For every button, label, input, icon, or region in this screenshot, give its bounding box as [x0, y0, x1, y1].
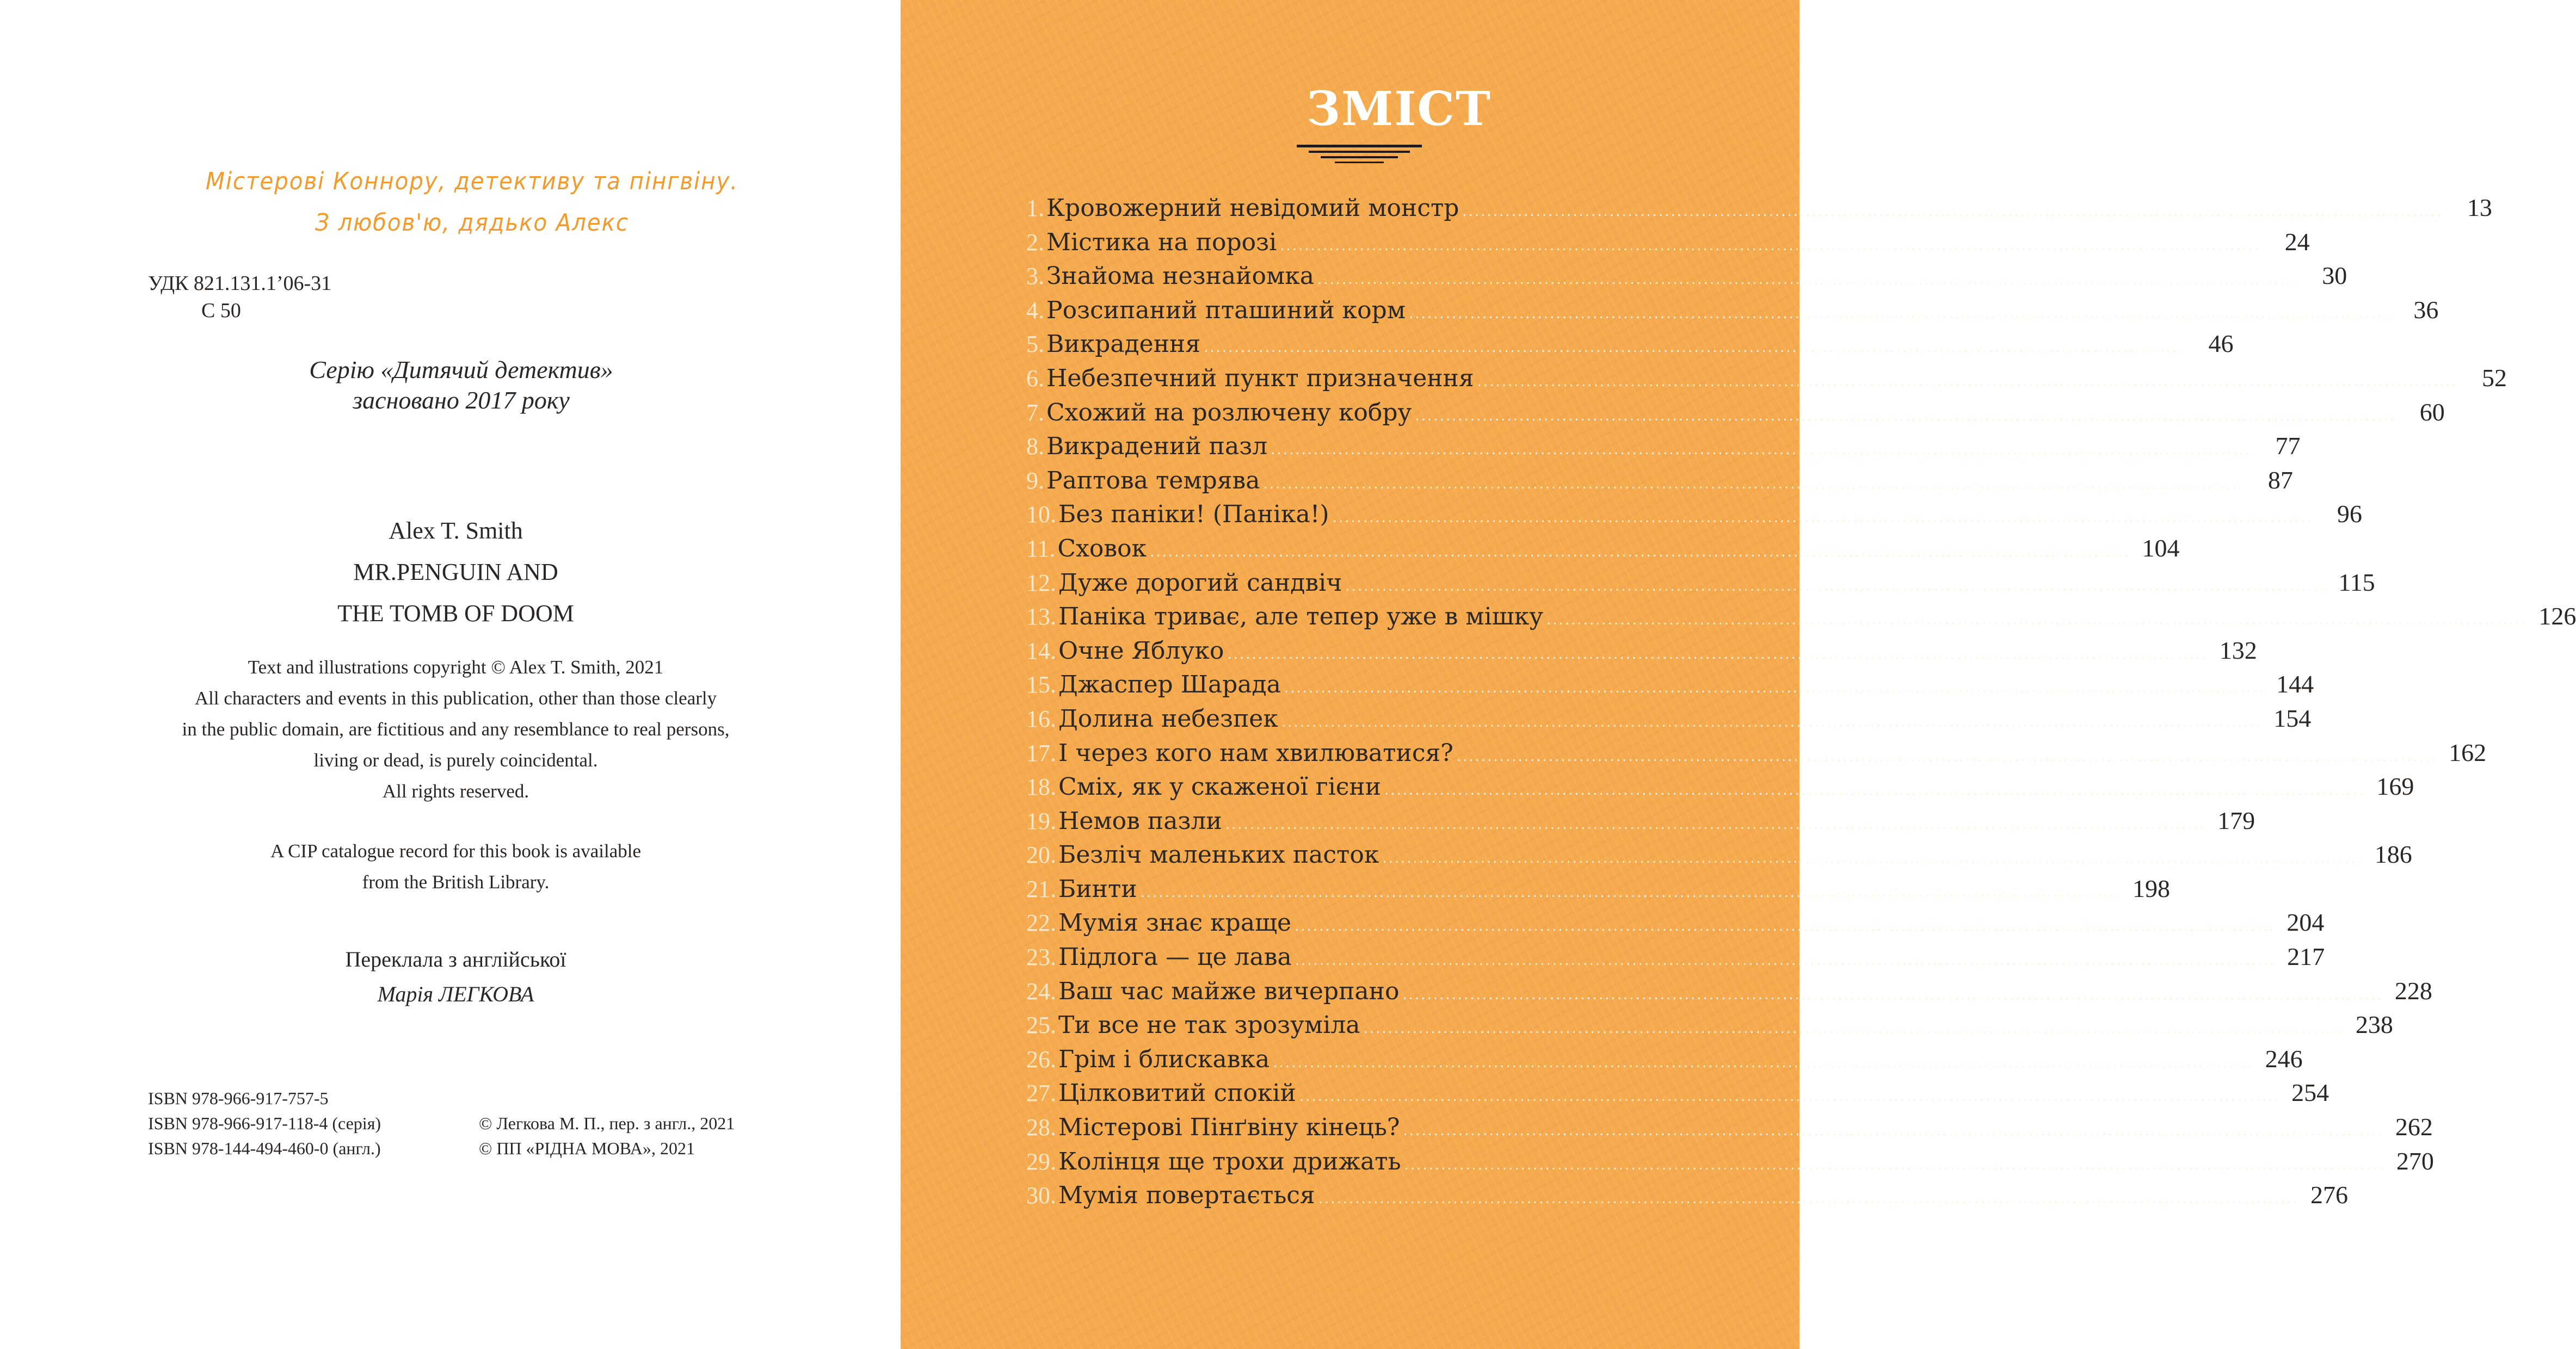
table-of-contents [1026, 193, 2576, 1215]
toc-leader-dots: ................................................................................................................................................................ [1299, 1088, 2281, 1105]
toc-leader-dots: ................................................................................................................................................................ [1363, 1020, 2344, 1037]
toc-chapter-title: Ваш час майже вичерпано [1058, 977, 1400, 1005]
toc-number: 16. [1026, 705, 1056, 732]
cip-line: from the British Library. [362, 871, 550, 893]
toc-chapter-title: Долина небезпек [1058, 704, 1278, 733]
toc-leader-dots: ................................................................................................................................................................ [1477, 373, 2458, 390]
translator-label: Переклала з англійської [345, 947, 566, 971]
toc-leader-dots: ................................................................................................................................................................ [1404, 1156, 2385, 1173]
author-mark: С 50 [201, 299, 241, 322]
toc-leader-dots: ................................................................................................................................................................ [1295, 918, 2276, 935]
toc-chapter-title: Сховок [1057, 534, 1147, 562]
toc-chapter-title: Схожий на розлючену кобру [1046, 398, 1412, 426]
toc-leader-dots: ................................................................................................................................................................ [1332, 510, 2313, 527]
toc-number: 14. [1026, 637, 1056, 664]
toc-leader-dots: ................................................................................................................................................................ [1295, 952, 2276, 969]
toc-page-number: 186 [2374, 840, 2412, 869]
toc-entry[interactable] [1026, 466, 2293, 500]
toc-chapter-title: Містика на порозі [1046, 228, 1277, 256]
toc-leader-dots: ................................................................................................................................................................ [1456, 748, 2438, 765]
toc-leader-dots: ................................................................................................................................................................ [1402, 986, 2383, 1003]
toc-number: 8. [1026, 433, 1044, 460]
toc-chapter-title: Підлога — це лава [1058, 943, 1292, 971]
isbn-line: ISBN 978-966-917-118-4 (серія) [148, 1113, 381, 1133]
toc-title: ЗМІСТ [1307, 82, 1492, 137]
toc-leader-dots: ................................................................................................................................................................ [1140, 884, 2121, 901]
toc-number: 22. [1026, 909, 1056, 937]
rights-notice [0, 652, 901, 807]
toc-entry[interactable] [1026, 806, 2255, 840]
toc-chapter-title: Грім і блискавка [1058, 1045, 1270, 1073]
cip-line: A CIP catalogue record for this book is available [270, 840, 641, 862]
rights-line: living or dead, is purely coincidental. [313, 750, 598, 771]
toc-number: 18. [1026, 773, 1056, 801]
toc-page-number: 60 [2419, 398, 2445, 426]
toc-number: 3. [1026, 263, 1044, 290]
toc-page-number: 217 [2287, 943, 2325, 971]
toc-chapter-title: Викрадений пазл [1046, 432, 1268, 461]
toc-chapter-title: Кровожерний невідомий монстр [1046, 194, 1459, 222]
toc-leader-dots: ................................................................................................................................................................ [1345, 578, 2326, 595]
toc-entry[interactable] [1026, 1112, 2433, 1147]
translator-credit [0, 942, 901, 1012]
toc-entry[interactable] [1026, 738, 2487, 772]
toc-chapter-title: Мумія знає краще [1058, 909, 1292, 937]
toc-leader-dots: ................................................................................................................................................................ [1546, 612, 2528, 629]
toc-entry[interactable] [1026, 431, 2301, 466]
udk-block [148, 270, 331, 324]
toc-entry[interactable] [1026, 942, 2325, 976]
dedication-line: З любов'ю, дядько Алекс [315, 209, 630, 237]
toc-entry[interactable] [1026, 193, 2492, 227]
toc-chapter-title: Цілковитий спокій [1058, 1079, 1296, 1107]
cip-notice [0, 836, 901, 898]
toc-leader-dots: ................................................................................................................................................................ [1227, 646, 2208, 663]
toc-leader-dots: ................................................................................................................................................................ [1204, 339, 2185, 356]
toc-page-number: 162 [2449, 738, 2487, 766]
translator-name: Марія ЛЕГКОВА [377, 982, 534, 1006]
toc-page-number: 87 [2267, 466, 2293, 494]
toc-entry[interactable] [1026, 1010, 2393, 1044]
toc-page-number: 270 [2396, 1147, 2434, 1175]
toc-entry[interactable] [1026, 398, 2445, 432]
toc-chapter-title: Без паніки! (Паніка!) [1058, 500, 1329, 529]
left-page [0, 0, 901, 1349]
toc-entry[interactable] [1026, 329, 2234, 363]
toc-entry[interactable] [1026, 1180, 2349, 1215]
toc-chapter-title: Немов пазли [1058, 807, 1222, 835]
toc-chapter-title: Бинти [1058, 875, 1137, 903]
toc-chapter-title: Дуже дорогий сандвіч [1058, 568, 1342, 597]
toc-chapter-title: Розсипаний пташиний корм [1046, 296, 1406, 324]
toc-number: 23. [1026, 944, 1056, 971]
toc-page-number: 13 [2467, 194, 2492, 221]
toc-number: 12. [1026, 569, 1056, 596]
toc-chapter-title: Паніка триває, але тепер уже в мішку [1058, 603, 1544, 631]
toc-page-number: 276 [2310, 1181, 2349, 1209]
toc-chapter-title: Містерові Пінґвіну кінець? [1058, 1113, 1400, 1142]
toc-entry[interactable] [1026, 704, 2312, 738]
toc-entry[interactable] [1026, 534, 2180, 568]
dedication [0, 161, 901, 244]
rights-line: Text and illustrations copyright © Alex T. Smith, 2021 [248, 657, 664, 678]
toc-number: 1. [1026, 195, 1044, 221]
original-author: Alex T. Smith [389, 517, 523, 544]
dedication-line: Містерові Коннору, детективу та пінгвіну. [206, 168, 738, 195]
toc-leader-dots: ................................................................................................................................................................ [1384, 782, 2365, 799]
toc-entry[interactable] [1026, 840, 2412, 874]
isbn-block [148, 1086, 381, 1161]
toc-entry[interactable] [1026, 670, 2314, 704]
toc-chapter-title: Сміх, як у скаженої гієни [1058, 773, 1382, 801]
toc-page-number: 169 [2376, 772, 2414, 801]
toc-page-number: 144 [2276, 670, 2314, 698]
toc-leader-dots: ................................................................................................................................................................ [1263, 475, 2244, 492]
original-edition [0, 510, 901, 634]
toc-entry[interactable] [1026, 1044, 2303, 1079]
toc-leader-dots: ................................................................................................................................................................ [1273, 1054, 2254, 1071]
toc-entry[interactable] [1026, 874, 2170, 908]
toc-chapter-title: І через кого нам хвилюватися? [1058, 739, 1453, 767]
toc-number: 6. [1026, 364, 1044, 392]
toc-page-number: 77 [2275, 432, 2301, 460]
toc-page-number: 254 [2291, 1079, 2330, 1107]
toc-entry[interactable] [1026, 602, 2576, 636]
toc-chapter-title: Мумія повертається [1058, 1181, 1315, 1210]
toc-chapter-title: Колінця ще трохи дрижать [1058, 1147, 1401, 1175]
toc-page-number: 132 [2219, 636, 2257, 664]
toc-page-number: 198 [2133, 874, 2170, 902]
rights-line: All rights reserved. [382, 781, 529, 802]
toc-page-number: 24 [2284, 227, 2310, 256]
original-title-line: MR.PENGUIN AND [353, 559, 558, 585]
toc-page-number: 246 [2265, 1044, 2303, 1073]
isbn-line: ISBN 978-144-494-460-0 (англ.) [148, 1138, 381, 1158]
toc-number: 15. [1026, 671, 1056, 698]
toc-number: 7. [1026, 399, 1044, 426]
toc-leader-dots: ................................................................................................................................................................ [1317, 271, 2298, 288]
original-title-line: THE TOMB OF DOOM [337, 600, 574, 627]
toc-chapter-title: Знайома незнайомка [1046, 262, 1314, 290]
toc-page-number: 36 [2413, 295, 2439, 324]
toc-number: 5. [1026, 331, 1044, 358]
toc-page-number: 126 [2538, 602, 2576, 630]
toc-page-number: 179 [2217, 806, 2255, 834]
toc-leader-dots: ................................................................................................................................................................ [1284, 680, 2265, 697]
toc-page-number: 30 [2322, 262, 2347, 290]
copyright-line: © ПП «РІДНА МОВА», 2021 [479, 1138, 695, 1158]
toc-leader-dots: ................................................................................................................................................................ [1403, 1123, 2384, 1140]
toc-leader-dots: ................................................................................................................................................................ [1271, 442, 2252, 459]
toc-page-number: 96 [2337, 500, 2362, 528]
toc-number: 17. [1026, 739, 1056, 766]
toc-chapter-title: Викрадення [1046, 330, 1201, 358]
toc-number: 2. [1026, 228, 1044, 256]
toc-number: 27. [1026, 1080, 1056, 1107]
toc-entry[interactable] [1026, 295, 2439, 330]
isbn-line: ISBN 978-966-917-757-5 [148, 1088, 329, 1108]
toc-page-number: 46 [2208, 330, 2234, 358]
series-note [0, 355, 901, 416]
toc-page-number: 154 [2273, 704, 2312, 732]
toc-leader-dots: ................................................................................................................................................................ [1281, 714, 2263, 731]
toc-number: 9. [1026, 467, 1044, 494]
toc-number: 13. [1026, 603, 1056, 630]
toc-entry[interactable] [1026, 568, 2375, 602]
toc-leader-dots: ................................................................................................................................................................ [1280, 237, 2261, 254]
toc-entry[interactable] [1026, 1147, 2434, 1181]
toc-chapter-title: Раптова темрява [1046, 466, 1260, 494]
toc-entry[interactable] [1026, 908, 2325, 942]
toc-number: 24. [1026, 977, 1056, 1005]
toc-number: 19. [1026, 807, 1056, 834]
toc-leader-dots: ................................................................................................................................................................ [1382, 850, 2363, 867]
toc-entry[interactable] [1026, 772, 2414, 806]
toc-page-number: 262 [2395, 1113, 2433, 1141]
toc-page-number: 228 [2394, 976, 2432, 1005]
udk-code: УДК 821.131.1’06-31 [148, 272, 332, 295]
toc-chapter-title: Очне Яблуко [1058, 636, 1224, 665]
toc-number: 26. [1026, 1045, 1056, 1073]
toc-entry[interactable] [1026, 976, 2432, 1011]
toc-entry[interactable] [1026, 1078, 2330, 1112]
toc-chapter-title: Джаспер Шарада [1058, 671, 1281, 699]
toc-chapter-title: Небезпечний пункт призначення [1046, 364, 1474, 392]
toc-number: 11. [1026, 535, 1056, 562]
toc-page-number: 104 [2142, 534, 2180, 562]
toc-entry[interactable] [1026, 261, 2347, 295]
copyright-block [479, 1111, 735, 1161]
toc-number: 21. [1026, 875, 1056, 902]
toc-number: 10. [1026, 501, 1056, 528]
toc-page-number: 204 [2287, 908, 2325, 937]
toc-page-number: 238 [2355, 1011, 2393, 1039]
toc-number: 20. [1026, 841, 1056, 869]
toc-chapter-title: Безліч маленьких пасток [1058, 841, 1379, 869]
toc-number: 29. [1026, 1148, 1056, 1175]
toc-leader-dots: ................................................................................................................................................................ [1462, 203, 2443, 220]
toc-leader-dots: ................................................................................................................................................................ [1415, 407, 2396, 424]
toc-chapter-title: Ти все не так зрозуміла [1058, 1011, 1360, 1039]
toc-number: 25. [1026, 1012, 1056, 1039]
toc-number: 30. [1026, 1182, 1056, 1209]
toc-leader-dots: ................................................................................................................................................................ [1225, 816, 2207, 833]
toc-page-number: 52 [2481, 363, 2507, 392]
toc-page-number: 115 [2338, 568, 2375, 596]
toc-entry[interactable] [1026, 499, 2362, 534]
toc-leader-dots: ................................................................................................................................................................ [1318, 1191, 2300, 1208]
toc-number: 28. [1026, 1114, 1056, 1141]
toc-entry[interactable] [1026, 363, 2507, 398]
toc-entry[interactable] [1026, 227, 2310, 262]
toc-leader-dots: ................................................................................................................................................................ [1150, 543, 2131, 560]
rights-line: in the public domain, are fictitious and any resemblance to real persons, [182, 719, 730, 740]
series-line: Серію «Дитячий детектив» [309, 356, 613, 383]
toc-leader-dots: ................................................................................................................................................................ [1409, 305, 2390, 322]
copyright-line: © Легкова М. П., пер. з англ., 2021 [479, 1113, 735, 1133]
series-line: засновано 2017 року [353, 386, 570, 414]
toc-number: 4. [1026, 296, 1044, 324]
right-page [901, 0, 2576, 1349]
rights-line: All characters and events in this publication, other than those clearly [194, 688, 717, 709]
toc-entry[interactable] [1026, 636, 2257, 670]
title-ornament-icon [1297, 143, 1422, 166]
